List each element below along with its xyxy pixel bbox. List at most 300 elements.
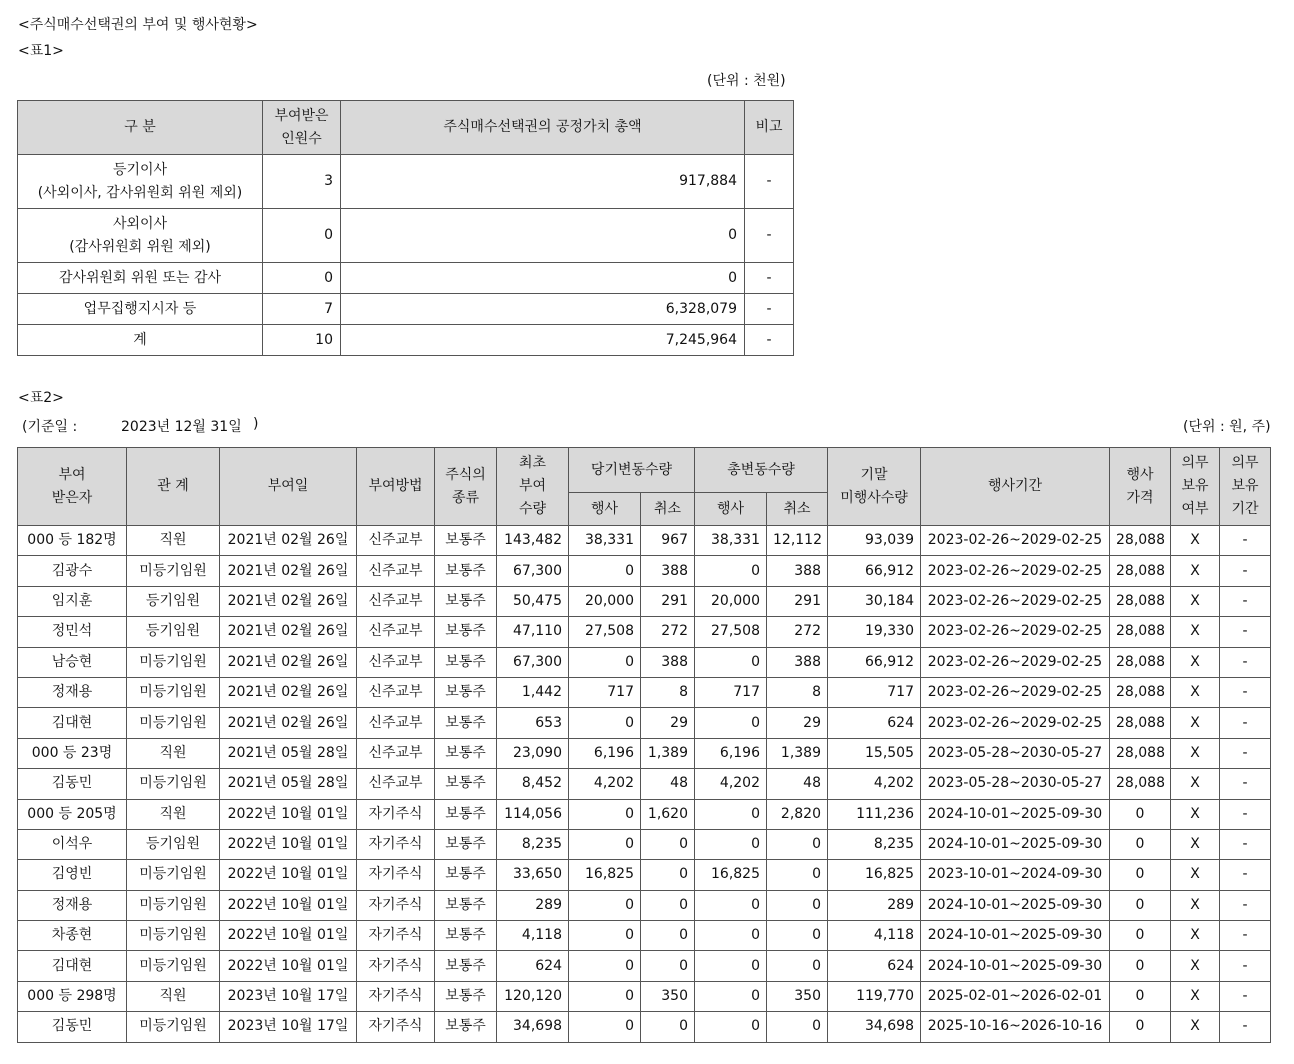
cell-total-cancel: 0 bbox=[767, 1012, 828, 1042]
cell-method: 신주교부 bbox=[357, 738, 435, 768]
row-category: 감사위원회 위원 또는 감사 bbox=[18, 263, 263, 294]
cell-stock-type: 보통주 bbox=[435, 738, 497, 768]
cell-period-exercise: 717 bbox=[569, 677, 641, 707]
table-row bbox=[18, 829, 1271, 859]
cell-relation: 미등기임원 bbox=[127, 647, 220, 677]
header-relation: 관 계 bbox=[127, 448, 220, 526]
cell-grant-date: 2021년 02월 26일 bbox=[220, 677, 357, 707]
table2-body bbox=[18, 526, 1271, 1043]
cell-method: 신주교부 bbox=[357, 617, 435, 647]
cell-relation: 미등기임원 bbox=[127, 708, 220, 738]
row-category: 등기이사 (사외이사, 감사위원회 위원 제외) bbox=[18, 155, 263, 209]
cell-grant-date: 2023년 10월 17일 bbox=[220, 1012, 357, 1042]
cell-price: 0 bbox=[1110, 799, 1171, 829]
cell-oblig-period: - bbox=[1220, 556, 1271, 586]
cell-oblig-hold: X bbox=[1171, 738, 1220, 768]
cell-exercise-period: 2024-10-01~2025-09-30 bbox=[921, 921, 1110, 951]
table-row bbox=[18, 526, 1271, 556]
cell-oblig-hold: X bbox=[1171, 677, 1220, 707]
cell-relation: 미등기임원 bbox=[127, 556, 220, 586]
cell-grant-date: 2021년 05월 28일 bbox=[220, 769, 357, 799]
cell-period-exercise: 38,331 bbox=[569, 526, 641, 556]
cell-oblig-hold: X bbox=[1171, 799, 1220, 829]
cell-stock-type: 보통주 bbox=[435, 769, 497, 799]
row-note: - bbox=[745, 263, 794, 294]
cell-period-exercise: 0 bbox=[569, 708, 641, 738]
cell-oblig-period: - bbox=[1220, 647, 1271, 677]
row-note: - bbox=[745, 209, 794, 263]
cell-period-exercise: 0 bbox=[569, 647, 641, 677]
cell-oblig-period: - bbox=[1220, 890, 1271, 920]
cell-period-exercise: 6,196 bbox=[569, 738, 641, 768]
cell-unexercised: 66,912 bbox=[828, 647, 921, 677]
cell-period-cancel: 291 bbox=[641, 586, 695, 616]
cell-total-cancel: 48 bbox=[767, 769, 828, 799]
cell-price: 0 bbox=[1110, 981, 1171, 1011]
table-row bbox=[18, 860, 1271, 890]
cell-unexercised: 30,184 bbox=[828, 586, 921, 616]
row-category: 업무집행지시자 등 bbox=[18, 294, 263, 325]
cell-total-exercise: 0 bbox=[695, 951, 767, 981]
cell-period-cancel: 350 bbox=[641, 981, 695, 1011]
table1-header-fair-value: 주식매수선택권의 공정가치 총액 bbox=[341, 101, 745, 155]
cell-relation: 미등기임원 bbox=[127, 1012, 220, 1042]
row-note: - bbox=[745, 294, 794, 325]
cell-total-cancel: 291 bbox=[767, 586, 828, 616]
table-row bbox=[18, 738, 1271, 768]
header-grantee: 부여 받은자 bbox=[18, 448, 127, 526]
cell-grant-date: 2021년 02월 26일 bbox=[220, 708, 357, 738]
cell-grantee: 김동민 bbox=[18, 1012, 127, 1042]
table2-label: <표2> bbox=[18, 390, 64, 406]
header-period-exercise: 행사 bbox=[569, 493, 641, 526]
cell-grant-date: 2021년 02월 26일 bbox=[220, 556, 357, 586]
cell-period-exercise: 0 bbox=[569, 890, 641, 920]
row-value: 0 bbox=[341, 263, 745, 294]
cell-oblig-period: - bbox=[1220, 738, 1271, 768]
table1-header-note: 비고 bbox=[745, 101, 794, 155]
table-row bbox=[18, 708, 1271, 738]
cell-stock-type: 보통주 bbox=[435, 981, 497, 1011]
cell-exercise-period: 2025-10-16~2026-10-16 bbox=[921, 1012, 1110, 1042]
cell-initial-qty: 23,090 bbox=[497, 738, 569, 768]
row-value: 0 bbox=[341, 209, 745, 263]
cell-exercise-period: 2023-05-28~2030-05-27 bbox=[921, 769, 1110, 799]
header-period-cancel: 취소 bbox=[641, 493, 695, 526]
cell-total-cancel: 0 bbox=[767, 951, 828, 981]
cell-stock-type: 보통주 bbox=[435, 526, 497, 556]
cell-total-cancel: 1,389 bbox=[767, 738, 828, 768]
cell-period-cancel: 272 bbox=[641, 617, 695, 647]
cell-grant-date: 2022년 10월 01일 bbox=[220, 890, 357, 920]
cell-method: 자기주식 bbox=[357, 951, 435, 981]
cell-oblig-hold: X bbox=[1171, 708, 1220, 738]
section-heading: <주식매수선택권의 부여 및 행사현황> bbox=[18, 17, 258, 33]
cell-exercise-period: 2023-02-26~2029-02-25 bbox=[921, 677, 1110, 707]
cell-price: 0 bbox=[1110, 860, 1171, 890]
cell-total-cancel: 272 bbox=[767, 617, 828, 647]
cell-initial-qty: 67,300 bbox=[497, 556, 569, 586]
cell-period-exercise: 0 bbox=[569, 981, 641, 1011]
cell-oblig-period: - bbox=[1220, 708, 1271, 738]
cell-initial-qty: 8,452 bbox=[497, 769, 569, 799]
cell-initial-qty: 47,110 bbox=[497, 617, 569, 647]
table-row bbox=[18, 677, 1271, 707]
cell-method: 자기주식 bbox=[357, 890, 435, 920]
cell-total-cancel: 0 bbox=[767, 860, 828, 890]
header-total-change: 총변동수량 bbox=[695, 448, 828, 493]
cell-grantee: 000 등 182명 bbox=[18, 526, 127, 556]
cell-period-cancel: 0 bbox=[641, 921, 695, 951]
cell-method: 신주교부 bbox=[357, 647, 435, 677]
cell-period-cancel: 967 bbox=[641, 526, 695, 556]
cell-total-exercise: 16,825 bbox=[695, 860, 767, 890]
cell-total-cancel: 388 bbox=[767, 556, 828, 586]
cell-oblig-hold: X bbox=[1171, 769, 1220, 799]
cell-total-cancel: 8 bbox=[767, 677, 828, 707]
cell-period-cancel: 48 bbox=[641, 769, 695, 799]
cell-exercise-period: 2023-02-26~2029-02-25 bbox=[921, 617, 1110, 647]
cell-unexercised: 16,825 bbox=[828, 860, 921, 890]
cell-period-exercise: 0 bbox=[569, 921, 641, 951]
row-note: - bbox=[745, 325, 794, 356]
cell-stock-type: 보통주 bbox=[435, 829, 497, 859]
cell-unexercised: 111,236 bbox=[828, 799, 921, 829]
cell-period-cancel: 388 bbox=[641, 647, 695, 677]
header-stock-type: 주식의 종류 bbox=[435, 448, 497, 526]
cell-unexercised: 4,118 bbox=[828, 921, 921, 951]
cell-unexercised: 624 bbox=[828, 708, 921, 738]
cell-unexercised: 119,770 bbox=[828, 981, 921, 1011]
cell-oblig-period: - bbox=[1220, 526, 1271, 556]
cell-price: 0 bbox=[1110, 890, 1171, 920]
header-method: 부여방법 bbox=[357, 448, 435, 526]
header-total-cancel: 취소 bbox=[767, 493, 828, 526]
cell-stock-type: 보통주 bbox=[435, 586, 497, 616]
table-row bbox=[18, 586, 1271, 616]
cell-relation: 직원 bbox=[127, 526, 220, 556]
cell-unexercised: 4,202 bbox=[828, 769, 921, 799]
cell-exercise-period: 2023-10-01~2024-09-30 bbox=[921, 860, 1110, 890]
cell-grant-date: 2022년 10월 01일 bbox=[220, 799, 357, 829]
cell-grantee: 정민석 bbox=[18, 617, 127, 647]
cell-method: 자기주식 bbox=[357, 860, 435, 890]
cell-total-exercise: 717 bbox=[695, 677, 767, 707]
header-oblig-period: 의무 보유 기간 bbox=[1220, 448, 1271, 526]
cell-unexercised: 289 bbox=[828, 890, 921, 920]
cell-period-exercise: 16,825 bbox=[569, 860, 641, 890]
cell-relation: 미등기임원 bbox=[127, 890, 220, 920]
cell-unexercised: 66,912 bbox=[828, 556, 921, 586]
cell-total-exercise: 0 bbox=[695, 799, 767, 829]
cell-relation: 미등기임원 bbox=[127, 769, 220, 799]
cell-unexercised: 34,698 bbox=[828, 1012, 921, 1042]
cell-relation: 미등기임원 bbox=[127, 921, 220, 951]
cell-grant-date: 2021년 02월 26일 bbox=[220, 617, 357, 647]
cell-stock-type: 보통주 bbox=[435, 890, 497, 920]
cell-total-exercise: 0 bbox=[695, 556, 767, 586]
cell-grantee: 차종현 bbox=[18, 921, 127, 951]
cell-exercise-period: 2024-10-01~2025-09-30 bbox=[921, 829, 1110, 859]
cell-price: 28,088 bbox=[1110, 769, 1171, 799]
cell-oblig-hold: X bbox=[1171, 647, 1220, 677]
cell-total-exercise: 20,000 bbox=[695, 586, 767, 616]
cell-relation: 직원 bbox=[127, 981, 220, 1011]
cell-stock-type: 보통주 bbox=[435, 677, 497, 707]
cell-method: 신주교부 bbox=[357, 769, 435, 799]
cell-exercise-period: 2024-10-01~2025-09-30 bbox=[921, 890, 1110, 920]
cell-grant-date: 2022년 10월 01일 bbox=[220, 921, 357, 951]
cell-unexercised: 15,505 bbox=[828, 738, 921, 768]
cell-total-exercise: 38,331 bbox=[695, 526, 767, 556]
cell-method: 신주교부 bbox=[357, 708, 435, 738]
table-row bbox=[18, 263, 794, 294]
cell-period-exercise: 27,508 bbox=[569, 617, 641, 647]
cell-period-cancel: 0 bbox=[641, 829, 695, 859]
cell-period-exercise: 0 bbox=[569, 799, 641, 829]
cell-stock-type: 보통주 bbox=[435, 708, 497, 738]
cell-initial-qty: 120,120 bbox=[497, 981, 569, 1011]
cell-total-exercise: 0 bbox=[695, 981, 767, 1011]
cell-price: 28,088 bbox=[1110, 647, 1171, 677]
cell-exercise-period: 2023-02-26~2029-02-25 bbox=[921, 526, 1110, 556]
cell-oblig-period: - bbox=[1220, 586, 1271, 616]
cell-period-exercise: 4,202 bbox=[569, 769, 641, 799]
table-row bbox=[18, 769, 1271, 799]
cell-exercise-period: 2023-02-26~2029-02-25 bbox=[921, 708, 1110, 738]
cell-relation: 미등기임원 bbox=[127, 677, 220, 707]
table1-label: <표1> bbox=[18, 43, 64, 59]
cell-grantee: 정재용 bbox=[18, 677, 127, 707]
table-row bbox=[18, 647, 1271, 677]
cell-price: 0 bbox=[1110, 829, 1171, 859]
cell-exercise-period: 2023-02-26~2029-02-25 bbox=[921, 586, 1110, 616]
cell-method: 신주교부 bbox=[357, 586, 435, 616]
header-oblig-hold: 의무 보유 여부 bbox=[1171, 448, 1220, 526]
cell-method: 자기주식 bbox=[357, 1012, 435, 1042]
table-row bbox=[18, 155, 794, 209]
cell-total-exercise: 0 bbox=[695, 921, 767, 951]
cell-oblig-period: - bbox=[1220, 921, 1271, 951]
table2-option-status bbox=[17, 447, 1271, 1043]
table1-unit: (단위 : 천원) bbox=[707, 73, 786, 89]
cell-oblig-period: - bbox=[1220, 677, 1271, 707]
cell-initial-qty: 143,482 bbox=[497, 526, 569, 556]
cell-price: 0 bbox=[1110, 1012, 1171, 1042]
cell-grantee: 000 등 205명 bbox=[18, 799, 127, 829]
cell-period-cancel: 388 bbox=[641, 556, 695, 586]
cell-exercise-period: 2023-02-26~2029-02-25 bbox=[921, 647, 1110, 677]
header-total-exercise: 행사 bbox=[695, 493, 767, 526]
header-unexercised: 기말 미행사수량 bbox=[828, 448, 921, 526]
cell-exercise-period: 2023-05-28~2030-05-27 bbox=[921, 738, 1110, 768]
table-row bbox=[18, 799, 1271, 829]
cell-oblig-period: - bbox=[1220, 951, 1271, 981]
cell-stock-type: 보통주 bbox=[435, 921, 497, 951]
cell-method: 신주교부 bbox=[357, 677, 435, 707]
header-period-change: 당기변동수량 bbox=[569, 448, 695, 493]
cell-initial-qty: 114,056 bbox=[497, 799, 569, 829]
cell-price: 28,088 bbox=[1110, 617, 1171, 647]
cell-grantee: 이석우 bbox=[18, 829, 127, 859]
cell-exercise-period: 2025-02-01~2026-02-01 bbox=[921, 981, 1110, 1011]
cell-total-exercise: 0 bbox=[695, 1012, 767, 1042]
cell-stock-type: 보통주 bbox=[435, 647, 497, 677]
cell-stock-type: 보통주 bbox=[435, 1012, 497, 1042]
cell-total-cancel: 388 bbox=[767, 647, 828, 677]
cell-grant-date: 2022년 10월 01일 bbox=[220, 860, 357, 890]
table-row bbox=[18, 921, 1271, 951]
table-row bbox=[18, 890, 1271, 920]
cell-oblig-hold: X bbox=[1171, 981, 1220, 1011]
cell-oblig-hold: X bbox=[1171, 921, 1220, 951]
header-exercise-period: 행사기간 bbox=[921, 448, 1110, 526]
cell-unexercised: 19,330 bbox=[828, 617, 921, 647]
cell-total-exercise: 0 bbox=[695, 708, 767, 738]
cell-stock-type: 보통주 bbox=[435, 860, 497, 890]
cell-total-cancel: 2,820 bbox=[767, 799, 828, 829]
cell-stock-type: 보통주 bbox=[435, 556, 497, 586]
cell-period-cancel: 0 bbox=[641, 860, 695, 890]
cell-initial-qty: 1,442 bbox=[497, 677, 569, 707]
row-category: 사외이사 (감사위원회 위원 제외) bbox=[18, 209, 263, 263]
cell-method: 자기주식 bbox=[357, 981, 435, 1011]
cell-stock-type: 보통주 bbox=[435, 951, 497, 981]
cell-unexercised: 717 bbox=[828, 677, 921, 707]
cell-method: 신주교부 bbox=[357, 556, 435, 586]
cell-unexercised: 8,235 bbox=[828, 829, 921, 859]
table-row bbox=[18, 981, 1271, 1011]
cell-initial-qty: 8,235 bbox=[497, 829, 569, 859]
table1-header-grantees: 부여받은 인원수 bbox=[263, 101, 341, 155]
cell-method: 신주교부 bbox=[357, 526, 435, 556]
cell-initial-qty: 624 bbox=[497, 951, 569, 981]
cell-period-cancel: 0 bbox=[641, 890, 695, 920]
cell-oblig-hold: X bbox=[1171, 617, 1220, 647]
cell-total-cancel: 0 bbox=[767, 829, 828, 859]
cell-grantee: 김대현 bbox=[18, 951, 127, 981]
cell-oblig-period: - bbox=[1220, 829, 1271, 859]
cell-price: 28,088 bbox=[1110, 586, 1171, 616]
cell-grantee: 김광수 bbox=[18, 556, 127, 586]
cell-exercise-period: 2024-10-01~2025-09-30 bbox=[921, 951, 1110, 981]
cell-initial-qty: 289 bbox=[497, 890, 569, 920]
table-row bbox=[18, 617, 1271, 647]
cell-period-exercise: 0 bbox=[569, 556, 641, 586]
cell-relation: 직원 bbox=[127, 738, 220, 768]
cell-initial-qty: 4,118 bbox=[497, 921, 569, 951]
cell-oblig-hold: X bbox=[1171, 556, 1220, 586]
cell-grantee: 김영빈 bbox=[18, 860, 127, 890]
cell-period-exercise: 0 bbox=[569, 951, 641, 981]
row-count: 0 bbox=[263, 209, 341, 263]
cell-initial-qty: 67,300 bbox=[497, 647, 569, 677]
row-count: 10 bbox=[263, 325, 341, 356]
cell-period-cancel: 1,620 bbox=[641, 799, 695, 829]
cell-grant-date: 2021년 02월 26일 bbox=[220, 647, 357, 677]
cell-price: 28,088 bbox=[1110, 738, 1171, 768]
cell-total-cancel: 12,112 bbox=[767, 526, 828, 556]
cell-oblig-period: - bbox=[1220, 799, 1271, 829]
cell-grant-date: 2022년 10월 01일 bbox=[220, 829, 357, 859]
cell-total-exercise: 27,508 bbox=[695, 617, 767, 647]
row-value: 917,884 bbox=[341, 155, 745, 209]
cell-price: 28,088 bbox=[1110, 677, 1171, 707]
cell-relation: 미등기임원 bbox=[127, 951, 220, 981]
cell-oblig-period: - bbox=[1220, 860, 1271, 890]
row-count: 3 bbox=[263, 155, 341, 209]
cell-unexercised: 93,039 bbox=[828, 526, 921, 556]
row-count: 0 bbox=[263, 263, 341, 294]
cell-oblig-period: - bbox=[1220, 981, 1271, 1011]
cell-exercise-period: 2023-02-26~2029-02-25 bbox=[921, 556, 1110, 586]
cell-unexercised: 624 bbox=[828, 951, 921, 981]
cell-oblig-hold: X bbox=[1171, 860, 1220, 890]
cell-relation: 직원 bbox=[127, 799, 220, 829]
cell-total-cancel: 0 bbox=[767, 921, 828, 951]
row-count: 7 bbox=[263, 294, 341, 325]
table1-header-category: 구 분 bbox=[18, 101, 263, 155]
table-row-total bbox=[18, 325, 794, 356]
header-initial-qty: 최초 부여 수량 bbox=[497, 448, 569, 526]
row-value: 7,245,964 bbox=[341, 325, 745, 356]
cell-grant-date: 2021년 05월 28일 bbox=[220, 738, 357, 768]
cell-total-exercise: 4,202 bbox=[695, 769, 767, 799]
table-row bbox=[18, 209, 794, 263]
cell-grantee: 김대현 bbox=[18, 708, 127, 738]
cell-initial-qty: 50,475 bbox=[497, 586, 569, 616]
cell-oblig-hold: X bbox=[1171, 1012, 1220, 1042]
base-date-label: (기준일 : bbox=[22, 419, 78, 435]
cell-relation: 등기임원 bbox=[127, 829, 220, 859]
cell-price: 28,088 bbox=[1110, 526, 1171, 556]
cell-total-exercise: 6,196 bbox=[695, 738, 767, 768]
header-grant-date: 부여일 bbox=[220, 448, 357, 526]
cell-period-cancel: 0 bbox=[641, 1012, 695, 1042]
cell-grantee: 남승현 bbox=[18, 647, 127, 677]
cell-total-cancel: 0 bbox=[767, 890, 828, 920]
cell-initial-qty: 34,698 bbox=[497, 1012, 569, 1042]
cell-oblig-hold: X bbox=[1171, 951, 1220, 981]
cell-exercise-period: 2024-10-01~2025-09-30 bbox=[921, 799, 1110, 829]
cell-grant-date: 2023년 10월 17일 bbox=[220, 981, 357, 1011]
cell-grantee: 김동민 bbox=[18, 769, 127, 799]
row-value: 6,328,079 bbox=[341, 294, 745, 325]
cell-grant-date: 2021년 02월 26일 bbox=[220, 526, 357, 556]
cell-total-cancel: 350 bbox=[767, 981, 828, 1011]
cell-grantee: 임지훈 bbox=[18, 586, 127, 616]
cell-grantee: 000 등 23명 bbox=[18, 738, 127, 768]
cell-grantee: 000 등 298명 bbox=[18, 981, 127, 1011]
cell-oblig-period: - bbox=[1220, 769, 1271, 799]
cell-period-exercise: 0 bbox=[569, 829, 641, 859]
table-row bbox=[18, 556, 1271, 586]
cell-period-cancel: 0 bbox=[641, 951, 695, 981]
cell-initial-qty: 653 bbox=[497, 708, 569, 738]
cell-oblig-period: - bbox=[1220, 617, 1271, 647]
table-row bbox=[18, 1012, 1271, 1042]
cell-total-exercise: 0 bbox=[695, 890, 767, 920]
row-note: - bbox=[745, 155, 794, 209]
cell-grantee: 정재용 bbox=[18, 890, 127, 920]
cell-relation: 미등기임원 bbox=[127, 860, 220, 890]
cell-oblig-hold: X bbox=[1171, 586, 1220, 616]
cell-relation: 등기임원 bbox=[127, 586, 220, 616]
table1-fair-value bbox=[17, 100, 794, 356]
cell-initial-qty: 33,650 bbox=[497, 860, 569, 890]
cell-method: 자기주식 bbox=[357, 829, 435, 859]
cell-grant-date: 2021년 02월 26일 bbox=[220, 586, 357, 616]
